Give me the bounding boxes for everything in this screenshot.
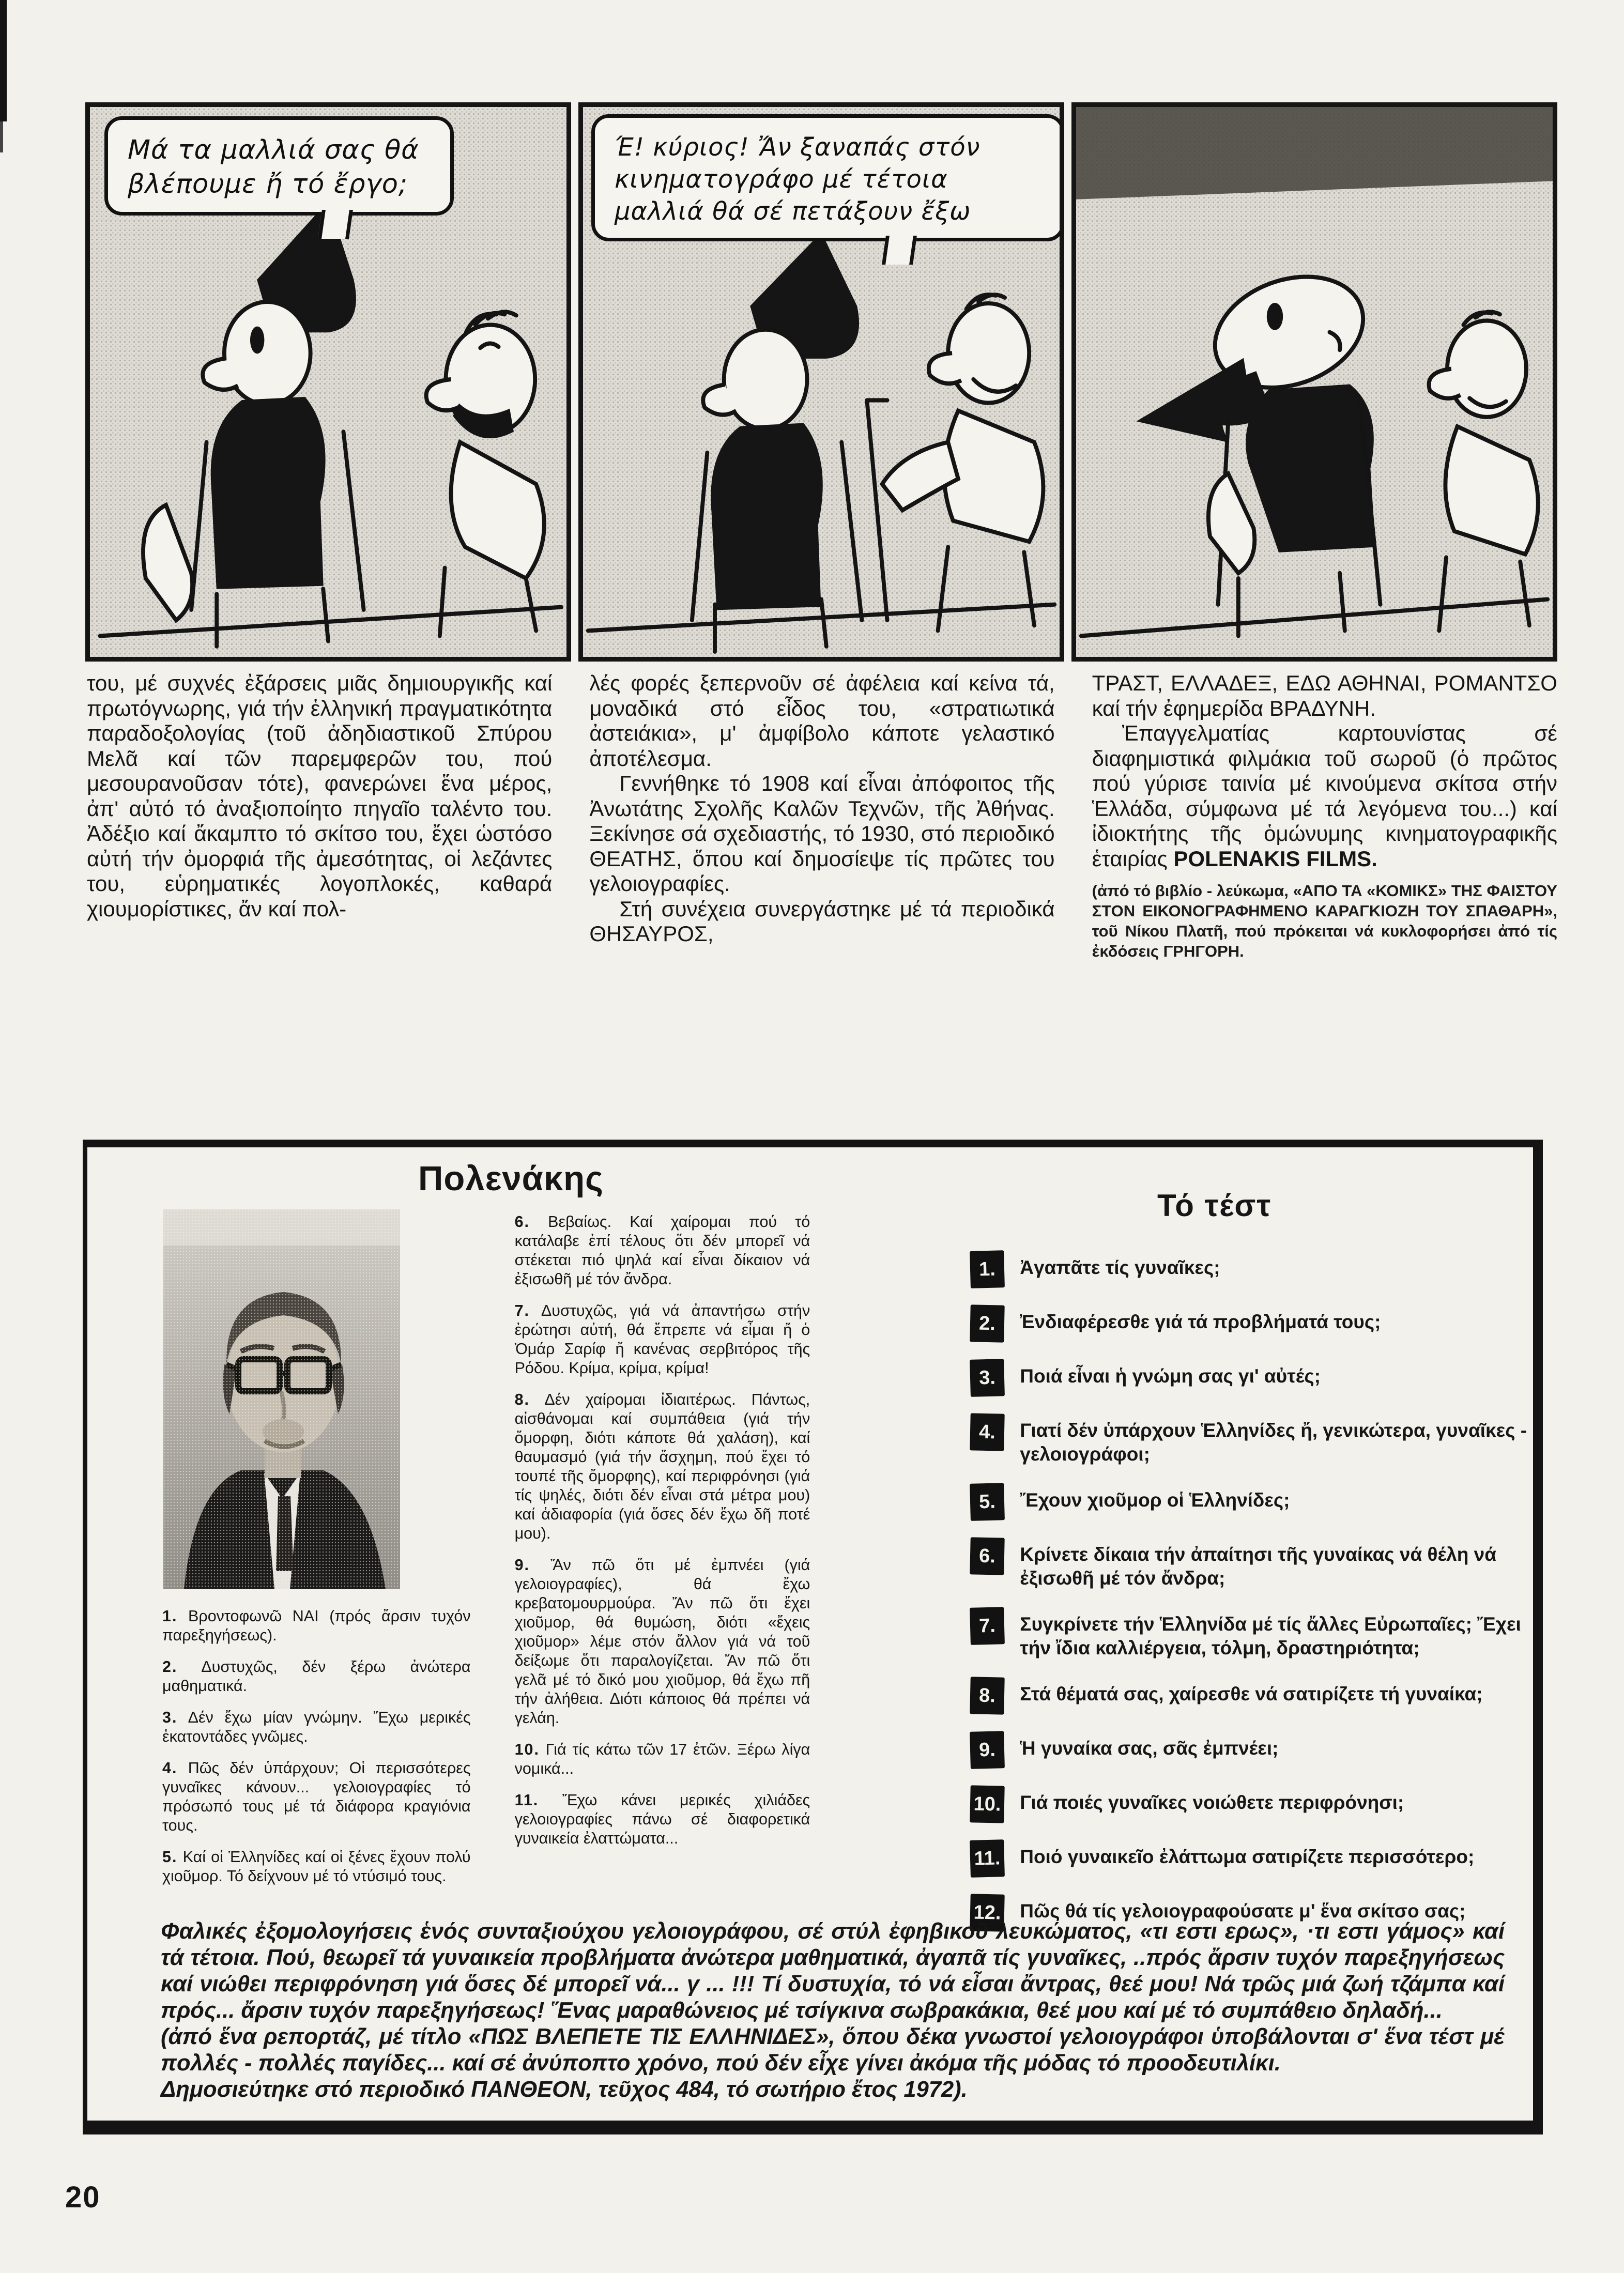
question-number-badge: 2. bbox=[970, 1304, 1005, 1342]
question-number-badge: 8. bbox=[970, 1677, 1005, 1714]
test-questions-column bbox=[970, 1209, 1533, 1933]
brand-name: POLENAKIS FILMS. bbox=[1173, 846, 1377, 871]
question-number-badge: 7. bbox=[970, 1607, 1005, 1645]
test-question: 11. Ποιό γυναικεῖο ἐλάττωμα σατιρίζετε περισσότερο; bbox=[970, 1840, 1533, 1877]
answers-list-1-5 bbox=[162, 1607, 471, 1886]
footer-paragraph: Δημοσιεύτηκε στό περιοδικό ΠΑΝΘΕΟΝ, τεῦχος 484, τό σωτήριο ἔτος 1972). bbox=[161, 2077, 968, 2102]
footer-paragraph: Φαλικές ἐξομολογήσεις ἑνός συνταξιούχου γελοιογράφου, σέ στύλ ἐφηβικοῦ λευκώματος, «τι εστι ερως», ·τι εστι γάμος» καί τά τέτοια. Πού, θεωρεῖ τά γυναικεία προβλήματα ἀνώτερα μαθηματικά, ἀγαπᾶ τίς γυναῖκες, ..πρός ἄρσιν τυχόν παρεξηγήσεως καί νιώθει περιφρόνηση γιά ὅσες δέ μπορεῖ νά... γ ... !!! Τί δυστυχία, τό νά εἶσαι ἄντρας, θεέ μου! Νά τρῶς μιά ζωή τζάμπα καί πρός... ἄρσιν τυχόν παρεξηγήσεως! Ἕνας μαραθώνειος μέ τσίγκινα σωβρακάκια, θεέ μου καί μέ τό συμπάθειο δηλαδή... bbox=[161, 1919, 1505, 2023]
interview-box bbox=[83, 1140, 1543, 2134]
comic-strip bbox=[85, 102, 1557, 662]
footer-paragraph: (ἀπό ἕνα ρεπορτάζ, μέ τίτλο «ΠΩΣ ΒΛΕΠΕΤΕ ΤΙΣ ΕΛΛΗΝΙΔΕΣ», ὅπου δέκα γνωστοί γελοιογράφοι ὑποβάλονται σ' ἕνα τέστ μέ πολλές - πολλές παγίδες... καί σέ ἀνύποπτο χρόνο, πού δέν εἶχε γίνει ἀκόμα τῆς μόδας τό προοδευτιλίκι. bbox=[161, 2024, 1505, 2076]
answer-item: 9. Ἄν πῶ ὅτι μέ ἐμπνέει (γιά γελοιογραφίες), θά ἔχω κρεβατομουρμούρα. Ἄν πῶ ὅτι ἔχει χιοῦμορ, θά θυμώση, διότι «ἔχεις χιοῦμορ» λέμε στόν ἄλλον γιά νά τοῦ δείξωμε ὅτι παραλογίζεται. Ἄν πῶ ὅτι γελᾶ μέ τό δικό μου χιοῦμορ, θά ἔχω πῆ τήν ἀλήθεια. Διότι κάποιος θά πρέπει νά γελάη. bbox=[514, 1556, 810, 1727]
answer-item: 8. Δέν χαίρομαι ἰδιαιτέρως. Πάντως, αἰσθάνομαι καί συμπάθεια (γιά τήν ὄμορφη, διότι κάποτε θά χαλάση), καί θαυμασμό (γιά τήν ἄσχημη, πού ἔχει τό τουπέ τῆς ὄμορφης), καί περιφρόνησι (γιά τίς ψηλές, διότι δέν εἶναι στά μέτρα μου) καί ἀδιαφορία (γιά ὅσες δέν ἔχω δῆ ποτέ μου). bbox=[514, 1391, 810, 1542]
article-column-2 bbox=[589, 671, 1054, 961]
answer-item: 10. Γιά τίς κάτω τῶν 17 ἐτῶν. Ξέρω λίγα νομικά... bbox=[514, 1741, 810, 1777]
answers-left-column bbox=[162, 1209, 471, 1933]
article-paragraph: Στή συνέχεια συνεργάστηκε μέ τά περιοδικά ΘΗΣΑΥΡΟΣ, bbox=[589, 896, 1055, 946]
scan-edge-artifact bbox=[0, 121, 3, 152]
test-question: 2. Ἐνδιαφέρεσθε γιά τά προβλήματά τους; bbox=[970, 1305, 1533, 1342]
answers-middle-column bbox=[515, 1209, 810, 1933]
speech-bubble: Έ! κύριος! Ἄν ξαναπάς στόν κινηματογράφο μέ τέτοια μαλλιά θά σέ πετάξουν ἔξω bbox=[591, 114, 1064, 241]
article-paragraph: Γεννήθηκε τό 1908 καί εἶναι ἀπόφοιτος τῆς Ἀνωτάτης Σχολῆς Καλῶν Τεχνῶν, τῆς Ἀθήνας. Ξεκίνησε σά σχεδιαστής, τό 1930, στό περιοδικό ΘΕΑΤΗΣ, ὅπου καί δημοσίεψε τίς πρῶτες του γελοιογραφίες. bbox=[589, 771, 1055, 896]
cartoonist-name-title: Πολενάκης bbox=[418, 1159, 604, 1198]
article-paragraph: Ἐπαγγελματίας καρτουνίστας σέ διαφημιστικά φιλμάκια τοῦ σωροῦ (ὁ πρῶτος πού γύρισε ταινία μέ κινούμενα σκίτσα στήν Ἑλλάδα, σύμφωνα μέ τά λεγόμενα του...) καί ἰδιοκτήτης τῆς ὁμώνυμης κινηματογραφικῆς ἑταιρίας POLENAKIS FILMS. bbox=[1092, 721, 1557, 871]
speech-bubble: Μά τα μαλλιά σας θά βλέπουμε ἤ τό ἔργο; bbox=[104, 116, 454, 216]
question-number-badge: 9. bbox=[970, 1731, 1005, 1769]
test-question: 4. Γιατί δέν ὑπάρχουν Ἑλληνίδες ἤ, γενικώτερα, γυναῖκες - γελοιογράφοι; bbox=[970, 1414, 1533, 1466]
article-paragraph: ΤΡΑΣΤ, ΕΛΛΑΔΕΞ, ΕΔΩ ΑΘΗΝΑΙ, ΡΟΜΑΝΤΣΟ καί τήν ἐφημερίδα ΒΡΑΔΥΝΗ. bbox=[1092, 671, 1557, 720]
answer-item: 4. Πῶς δέν ὑπάρχουν; Οἱ περισσότερες γυναῖκες κάνουν... γελοιογραφίες τό πρόσωπό τους μέ τά διάφορα κραγιόνια τους. bbox=[162, 1759, 471, 1834]
answer-item: 1. Βροντοφωνῶ ΝΑΙ (πρός ἄρσιν τυχόν παρεξηγήσεως). bbox=[162, 1607, 471, 1644]
comic-panel-2 bbox=[578, 102, 1064, 662]
answer-item: 2. Δυστυχῶς, δέν ξέρω ἀνώτερα μαθηματικά. bbox=[162, 1658, 471, 1695]
article-columns bbox=[87, 671, 1557, 961]
answer-item: 3. Δέν ἔχω μίαν γνώμην. Ἔχω μερικές ἑκατοντάδες γνῶμες. bbox=[162, 1709, 471, 1745]
question-number-badge: 4. bbox=[970, 1413, 1005, 1451]
comic-panel-1 bbox=[85, 102, 571, 662]
test-question: 10. Γιά ποιές γυναῖκες νοιώθετε περιφρόνησι; bbox=[970, 1786, 1533, 1823]
editor-comment-footer bbox=[161, 1918, 1505, 2103]
test-question: 9. Ἡ γυναίκα σας, σᾶς ἐμπνέει; bbox=[970, 1731, 1533, 1769]
question-number-badge: 12. bbox=[970, 1894, 1005, 1931]
question-number-badge: 1. bbox=[970, 1250, 1005, 1288]
test-question: 5. Ἔχουν χιοῦμορ οἱ Ἑλληνίδες; bbox=[970, 1483, 1533, 1521]
question-number-badge: 5. bbox=[970, 1483, 1005, 1521]
article-column-1 bbox=[87, 671, 552, 961]
article-column-3 bbox=[1092, 671, 1557, 961]
scan-edge-artifact bbox=[0, 0, 7, 121]
test-question: 12. Πῶς θά τίς γελοιογραφούσατε μ' ἕνα σκίτσο σας; bbox=[970, 1894, 1533, 1931]
answers-list-6-11 bbox=[515, 1212, 810, 1848]
book-credit-footnote: (ἀπό τό βιβλίο - λεύκωμα, «ΑΠΟ ΤΑ «ΚΟΜΙΚΣ» ΤΗΣ ΦΑΙΣΤΟΥ ΣΤΟΝ ΕΙΚΟΝΟΓΡΑΦΗΜΕΝΟ ΚΑΡΑΓΚΙΟΖΗ ΤΟΥ ΣΠΑΘΑΡΗ», τοῦ Νίκου Πλατῆ, πού πρόκειται νά κυκλοφορήσει ἀπό τίς ἐκδόσεις ΓΡΗΓΟΡΗ. bbox=[1092, 882, 1557, 960]
portrait-drawing bbox=[163, 1209, 400, 1589]
question-number-badge: 11. bbox=[970, 1839, 1005, 1878]
test-question: 7. Συγκρίνετε τήν Ἑλληνίδα μέ τίς ἄλλες Εὐρωπαῖες; Ἔχει τήν ἴδια καλλιέργεια, τόλμη, δραστηριότητα; bbox=[970, 1607, 1533, 1660]
comic-panel-3 bbox=[1071, 102, 1557, 662]
article-paragraph: λές φορές ξεπερνοῦν σέ ἀφέλεια καί κείνα τά, μοναδικά στό εἶδος του, «στρατιωτικά ἀστειάκια», μ' ἀμφίβολο κάποτε γελαστικό ἀποτέλεσμα. bbox=[589, 671, 1055, 771]
test-title: Τό τέστ bbox=[1157, 1188, 1272, 1223]
question-number-badge: 6. bbox=[970, 1537, 1005, 1575]
answer-item: 7. Δυστυχῶς, γιά νά ἀπαντήσω στήν ἐρώτησι αὐτή, θά ἔπρεπε νά εἶμαι ἤ ὁ Ὀμάρ Σαρίφ ἤ κανένας σερβιτόρος τῆς Ρόδου. Κρίμα, κρίμα, κρίμα! bbox=[514, 1302, 810, 1377]
answer-item: 6. Βεβαίως. Καί χαίρομαι πού τό κατάλαβε ἐπί τέλους ὅτι δέν μπορεῖ νά στέκεται πιό ψηλά καί εἶναι δίκαιον νά ἐξισωθῆ μέ τόν ἄνδρα. bbox=[514, 1213, 810, 1288]
page-number: 20 bbox=[65, 2180, 101, 2214]
question-number-badge: 10. bbox=[970, 1785, 1005, 1823]
test-question: 8. Στά θέματά σας, χαίρεσθε νά σατιρίζετε τή γυναίκα; bbox=[970, 1677, 1533, 1714]
question-number-badge: 3. bbox=[970, 1359, 1005, 1397]
answer-item: 11. Ἔχω κάνει μερικές χιλιάδες γελοιογραφίες πάνω σέ διαφορετικά γυναικεία ἐλαττώματα... bbox=[514, 1791, 810, 1847]
article-paragraph: του, μέ συχνές ἐξάρσεις μιᾶς δημιουργικῆς καί πρωτόγνωρης, γιά τήν ἑλληνική πραγματικότητα παραδοξολογίας (τοῦ ἀδηδιαστικοῦ Σπύρου Μελᾶ καί τῶν παρεμφερῶν του, πού μεσουρανοῦσαν τότε), φανερώνει ἕνα μέρος, ἀπ' αὐτό τό ἀναξιοποίητο πηγαῖο ταλέντο του. Ἀδέξιο καί ἄκαμπτο τό σκίτσο του, ἔχει ὡστόσο αὐτή τήν ὀμορφιά τῆς ἀμεσότητας, οἱ λεζάντες του, εὑρηματικές λογοπλοκές, καθαρά χιουμορίστικες, ἄν καί πολ- bbox=[87, 671, 553, 921]
portrait-photo bbox=[163, 1209, 400, 1589]
test-question: 1. Ἀγαπᾶτε τίς γυναῖκες; bbox=[970, 1251, 1533, 1288]
bearded-man-drawing bbox=[1076, 107, 1553, 657]
answer-item: 5. Καί οἱ Ἑλληνίδες καί οἱ ξένες ἔχουν πολύ χιοῦμορ. Τό δείχνουν μέ τό ντύσιμό τους. bbox=[162, 1848, 471, 1885]
test-question: 6. Κρίνετε δίκαια τήν ἀπαίτησι τῆς γυναίκας νά θέλη νά ἐξισωθῆ μέ τόν ἄνδρα; bbox=[970, 1538, 1533, 1590]
test-question: 3. Ποιά εἶναι ἡ γνώμη σας γι' αὐτές; bbox=[970, 1359, 1533, 1396]
